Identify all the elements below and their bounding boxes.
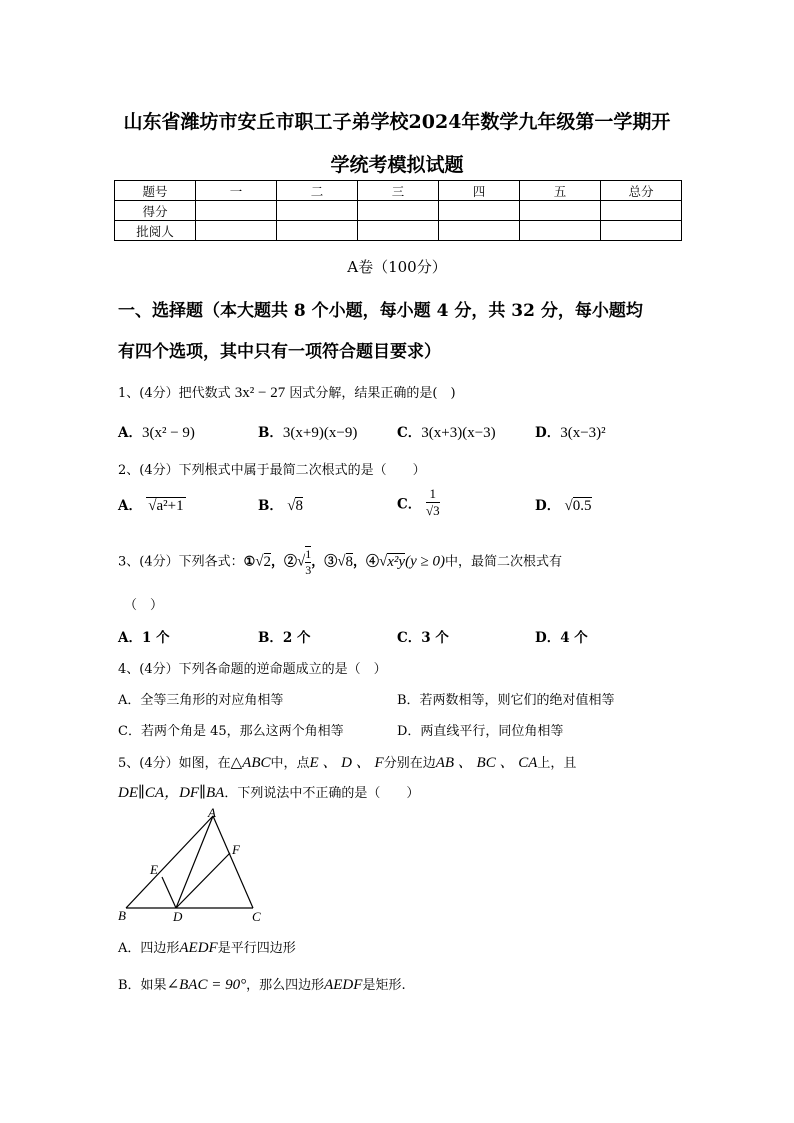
radicand: 3 [433,503,440,518]
circled-number: ① [243,554,256,570]
score-cell[interactable] [358,221,439,241]
score-cell[interactable] [196,201,277,221]
circled-number: ，② [271,554,298,570]
math-expr: AEDF [324,977,363,993]
q3-option-a[interactable]: A．1 个 [118,630,170,646]
radical-fraction: √ $\frac{1}{3}$ [297,547,312,577]
stem-text: 中，点 [270,756,310,771]
numerator: 1 [426,486,441,503]
table-cell: 批阅人 [115,221,196,241]
math-expr: DE∥CA，DF∥BA [118,785,225,801]
option-label: C． [397,496,422,513]
question-3-stem [118,546,562,578]
q1-option-c[interactable] [397,421,496,442]
option-label: D． [535,425,561,441]
option-label: B． [258,425,283,441]
denominator: 3 [305,563,312,577]
score-cell[interactable] [520,221,601,241]
table-cell: 得分 [115,201,196,221]
radicand: 8 [345,553,354,570]
q2-option-c[interactable] [397,486,440,519]
option-text: A．四边形 [118,941,180,956]
radicand: 0.5 [572,498,592,514]
option-text: B．如果 [118,978,167,993]
radical-expr: √2 [255,553,272,570]
section-heading: 一、选择题（本大题共 8 个小题，每小题 4 分，共 32 分，每小题均 [118,301,643,321]
radicand: x²y [387,553,406,570]
page-title-line2: 学统考模拟试题 [330,154,464,176]
radicand: 2 [263,553,272,570]
q3-option-c[interactable]: C．3 个 [397,630,449,646]
answer-paren: （ ） [124,598,164,613]
q2-option-a[interactable] [118,494,186,515]
triangle-figure [118,808,278,926]
score-table-row [115,221,682,241]
score-cell[interactable] [277,221,358,241]
stem-text: ．下列说法中不正确的是（ ） [224,786,420,801]
table-cell: 二 [277,181,358,201]
radicand: a²+1 [156,498,184,514]
question-1-stem [118,382,456,402]
radical-expr: √8 [337,553,354,570]
table-cell: 题号 [115,181,196,201]
math-expr: ∠BAC = 90° [166,977,247,993]
section-heading-line2: 有四个选项，其中只有一项符合题目要求） [118,342,441,362]
math-expr: AEDF [179,940,218,956]
page-title: 山东省潍坊市安丘市职工子弟学校2024年数学九年级第一学期开 [123,111,671,133]
segment-de [162,877,176,908]
numerator: 1 [305,547,312,561]
option-label: A． [118,498,142,514]
edge-ac [213,816,253,908]
score-cell[interactable] [439,221,520,241]
question-4-stem: 4、(4分）下列各命题的逆命题成立的是（ ） [118,662,387,677]
score-cell[interactable] [277,201,358,221]
option-label: D． [535,498,561,514]
option-label: C． [397,425,422,441]
question-5-stem-line2 [118,781,419,802]
radical-expr: √a²+1 [148,498,184,514]
math-expr: 3x² − 27 [234,385,286,401]
table-cell: 四 [439,181,520,201]
score-cell[interactable] [358,201,439,221]
circled-number: ，④ [353,554,380,570]
table-cell: 五 [520,181,601,201]
stem-text: 3、(4分）下列各式： [118,554,244,570]
math-expr: E 、 D 、 F [309,755,384,771]
volume-heading: A卷（100分） [347,258,447,276]
q1-option-a[interactable] [118,421,195,442]
q4-option-b[interactable]: B．若两数相等，则它们的绝对值相等 [397,693,615,708]
segment-df [176,853,230,908]
question-2-stem: 2、(4分）下列根式中属于最简二次根式的是（ ） [118,463,426,478]
radical-expr: √8 [287,498,303,514]
stem-text: 分别在边 [383,756,436,771]
math-expr: 3(x+9)(x−9) [282,425,358,441]
stem-text: 因式分解，结果正确的是( ) [289,386,456,401]
score-cell[interactable] [196,221,277,241]
q2-option-d[interactable] [535,494,592,515]
option-label: A． [118,425,142,441]
label-b: B [118,908,126,923]
math-expr: AB 、 BC 、 CA [435,755,538,771]
label-a: A [208,808,216,820]
option-text: 是矩形. [362,978,406,993]
stem-text: 5、(4分）如图，在 [118,756,231,771]
radical-expr: √x²y [379,553,406,570]
score-cell[interactable] [520,201,601,221]
score-cell[interactable] [601,201,682,221]
math-expr: 3(x² − 9) [141,425,195,441]
q5-option-b[interactable] [118,974,406,994]
stem-text: 上，且 [537,756,577,771]
score-cell[interactable] [439,201,520,221]
circled-number: ，③ [311,554,338,570]
score-table-row [115,201,682,221]
segment-ad [176,816,213,908]
q3-option-d[interactable]: D．4 个 [535,630,588,646]
score-table-header-row [115,181,682,201]
q4-option-a[interactable]: A．全等三角形的对应角相等 [118,693,284,708]
label-e: E [150,862,158,877]
q4-option-d[interactable]: D．两直线平行，同位角相等 [397,724,564,739]
option-label: B． [258,498,283,514]
label-d: D [173,909,183,924]
table-cell: 三 [358,181,439,201]
q1-option-b[interactable] [258,421,357,442]
option-text: 是平行四边形 [217,941,296,956]
math-expr: △ABC [230,755,271,771]
score-table [114,180,682,241]
label-f: F [232,842,240,857]
table-cell: 一 [196,181,277,201]
radicand: 8 [295,498,303,514]
radical-expr: √0.5 [564,498,592,514]
q2-option-b[interactable] [258,494,303,515]
question-5-stem [118,751,576,772]
fraction [426,486,441,519]
stem-text: 中，最简二次根式有 [444,554,562,570]
score-cell[interactable] [601,221,682,241]
q5-option-a[interactable] [118,937,296,957]
q4-option-c[interactable]: C．若两个角是 45，那么这两个角相等 [118,724,344,739]
denominator: √3 [425,503,440,518]
stem-text: 1、(4分）把代数式 [118,386,231,401]
q3-option-b[interactable]: B．2 个 [258,630,311,646]
table-cell: 总分 [601,181,682,201]
option-text: ，那么四边形 [246,978,325,993]
q1-option-d[interactable] [535,421,606,442]
condition: (y ≥ 0) [405,553,445,570]
math-expr: 3(x+3)(x−3) [421,425,496,441]
math-expr: 3(x−3)² [560,425,606,441]
label-c: C [252,909,261,924]
